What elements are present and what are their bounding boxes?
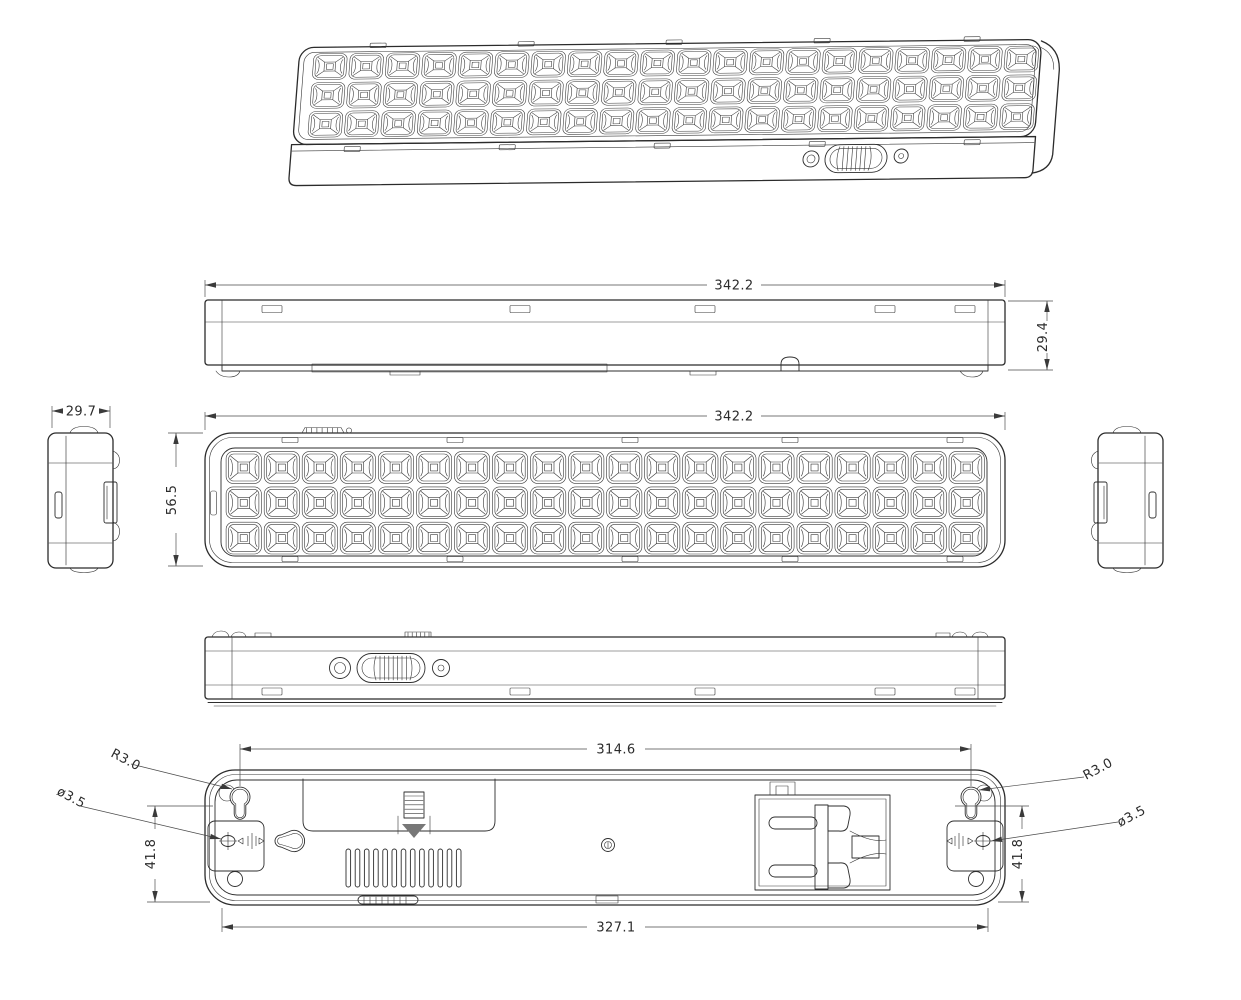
led-lens <box>645 452 680 484</box>
vent-slot <box>364 849 369 887</box>
clip-tab <box>510 306 530 313</box>
led-lens <box>607 487 642 519</box>
led-lens <box>835 522 870 554</box>
rear-base-strip <box>222 365 988 371</box>
led-lens <box>226 487 261 519</box>
led-lens <box>1004 46 1039 72</box>
bottom-face <box>215 780 995 895</box>
front-top-clips <box>282 438 963 443</box>
led-lens <box>226 452 261 484</box>
rib-line <box>855 146 857 170</box>
led-lens <box>458 52 493 78</box>
led-lens <box>385 53 420 79</box>
led-lens <box>567 51 602 77</box>
top-rib-ticks <box>408 633 429 638</box>
led-lens <box>759 522 794 554</box>
led-lens <box>759 487 794 519</box>
rear-clips <box>262 306 975 313</box>
led-lens <box>340 522 375 554</box>
plug-door-latch <box>770 782 795 795</box>
led-lens <box>854 105 889 131</box>
led-lens <box>873 452 908 484</box>
led-lens <box>569 522 604 554</box>
led-lens <box>454 487 489 519</box>
led-lens <box>312 53 347 79</box>
clip-tab <box>282 438 298 443</box>
led-lens <box>607 452 642 484</box>
clip-tab <box>782 438 798 443</box>
led-lens <box>797 487 832 519</box>
led-lens <box>931 47 966 73</box>
led-lens <box>264 522 299 554</box>
rib-line <box>842 147 844 171</box>
dim-text-end-width: 29.7 <box>65 404 97 420</box>
top-clips <box>262 688 975 695</box>
clip-tab <box>622 438 638 443</box>
led-lens <box>494 52 529 78</box>
led-lens <box>340 487 375 519</box>
clip-tab <box>695 306 715 313</box>
view-front <box>205 428 1005 568</box>
clip-tab <box>809 141 825 146</box>
view-rear <box>205 300 1005 377</box>
clip-tab <box>447 557 463 562</box>
led-lens <box>640 50 675 76</box>
dim-text-corner-radius-right: R3.0 <box>1080 755 1116 784</box>
led-lens <box>492 452 527 484</box>
led-lens <box>454 522 489 554</box>
battery-latch-ribs <box>405 796 423 818</box>
led-lens <box>302 522 337 554</box>
vent-slot <box>420 849 425 887</box>
dim-front-height <box>165 433 203 566</box>
led-lens <box>785 48 820 74</box>
led-lens <box>308 111 343 137</box>
led-lens <box>637 79 672 105</box>
led-lens <box>949 487 984 519</box>
led-lens <box>835 487 870 519</box>
led-lens <box>683 452 718 484</box>
clip-tab <box>964 140 980 145</box>
led-lens <box>890 105 925 131</box>
led-lens <box>569 452 604 484</box>
front-bottom-clips <box>282 557 963 562</box>
ac-plug <box>769 805 886 889</box>
led-lens <box>911 487 946 519</box>
led-lens <box>999 104 1034 130</box>
led-lens <box>894 47 929 73</box>
led-lens <box>781 106 816 132</box>
led-lens-grid-front <box>226 452 984 554</box>
led-lens <box>822 48 857 74</box>
clip-tab <box>262 306 282 313</box>
vent-slot <box>346 849 351 887</box>
dim-end-width <box>52 405 110 429</box>
vent-slot <box>383 849 388 887</box>
clip-tab <box>499 145 515 150</box>
dim-text-hole-offset-right: 41.8 <box>1011 838 1026 870</box>
clip-tab <box>947 557 963 562</box>
led-lens <box>378 487 413 519</box>
dim-hole-offset-left <box>144 806 213 902</box>
led-lens <box>645 487 680 519</box>
led-lens <box>492 487 527 519</box>
led-lens <box>378 452 413 484</box>
led-lens <box>683 487 718 519</box>
clip-tab <box>782 557 798 562</box>
led-lens <box>455 81 490 107</box>
dim-rear-height <box>1008 301 1053 370</box>
led-lens <box>911 522 946 554</box>
led-lens <box>672 107 707 133</box>
led-lens <box>817 106 852 132</box>
led-lens <box>454 452 489 484</box>
led-lens <box>565 80 600 106</box>
led-lens <box>302 452 337 484</box>
dim-text-hole-offset-left: 41.8 <box>144 838 159 870</box>
led-lens <box>676 50 711 76</box>
led-lens <box>858 48 893 74</box>
led-lens <box>531 522 566 554</box>
led-lens <box>526 109 561 135</box>
led-lens-grid-iso <box>308 46 1039 137</box>
led-lens <box>856 76 891 102</box>
plug-compartment <box>755 795 890 890</box>
top-rib-detail <box>405 632 431 637</box>
led-lens <box>302 487 337 519</box>
led-lens <box>340 452 375 484</box>
mount-cluster-left <box>208 785 264 887</box>
clip-tab <box>955 306 975 313</box>
clip-tab <box>875 688 895 695</box>
vent-slot <box>429 849 434 887</box>
led-lens <box>490 109 525 135</box>
led-lens <box>528 80 563 106</box>
dim-text-front-length: 342.2 <box>714 409 754 425</box>
dim-text-front-height: 56.5 <box>165 484 180 516</box>
clip-tab <box>947 438 963 443</box>
led-lens <box>416 522 451 554</box>
led-lens <box>419 81 454 107</box>
vent-slot <box>374 849 379 887</box>
clip-tab <box>695 688 715 695</box>
dim-text-rear-height: 29.4 <box>1036 321 1051 353</box>
led-lens <box>348 53 383 79</box>
led-lens <box>744 106 779 132</box>
clip-tab <box>875 306 895 313</box>
led-lens <box>645 522 680 554</box>
led-lens <box>1001 75 1036 101</box>
led-lens <box>416 487 451 519</box>
switch-ribs <box>380 656 406 680</box>
led-lens <box>417 110 452 136</box>
led-lens <box>569 487 604 519</box>
vent-slot <box>438 849 443 887</box>
dim-rear-length <box>205 279 1005 298</box>
led-lens <box>310 82 345 108</box>
leader-corner-radius-left <box>108 746 233 791</box>
leader-hole-dia-left <box>54 784 221 841</box>
dim-base-length <box>222 908 988 936</box>
led-lens <box>601 79 636 105</box>
vent-slot <box>392 849 397 887</box>
led-lens <box>873 522 908 554</box>
led-lens <box>607 522 642 554</box>
led-lens <box>749 49 784 75</box>
view-isometric <box>287 36 1061 186</box>
led-lens <box>226 522 261 554</box>
plug-prong-top <box>769 817 817 829</box>
led-lens <box>873 487 908 519</box>
led-lens <box>819 77 854 103</box>
clip-tab <box>955 688 975 695</box>
dim-text-corner-radius-left: R3.0 <box>108 746 143 775</box>
led-lens <box>599 108 634 134</box>
clip-tab <box>654 143 670 148</box>
dim-hole-offset-right <box>955 806 1029 902</box>
rib-line <box>846 147 848 171</box>
led-lens <box>492 522 527 554</box>
led-lens <box>967 46 1002 72</box>
view-top <box>205 631 1005 706</box>
led-lens <box>531 487 566 519</box>
led-lens <box>562 108 597 134</box>
indicator-led-iso-left <box>802 151 819 167</box>
vent-slot <box>447 849 452 887</box>
vent-slot <box>410 849 415 887</box>
clip-tab <box>447 438 463 443</box>
dim-text-base-length: 327.1 <box>596 920 636 936</box>
led-lens <box>721 487 756 519</box>
vent-slots <box>346 849 461 887</box>
led-lens <box>911 452 946 484</box>
dim-front-length <box>205 410 1005 431</box>
dim-text-rear-length: 342.2 <box>714 278 754 294</box>
rib-line <box>864 146 866 170</box>
led-lens <box>892 76 927 102</box>
rib-line <box>860 146 862 170</box>
leader-hole-dia-right <box>991 803 1149 844</box>
clip-tab <box>510 688 530 695</box>
view-bottom <box>205 770 1005 905</box>
led-lens <box>383 82 418 108</box>
indicator-led-iso-right <box>894 149 909 163</box>
vent-slot <box>456 849 461 887</box>
led-lens <box>421 52 456 78</box>
led-lens <box>949 452 984 484</box>
led-lens <box>530 51 565 77</box>
clip-tab <box>622 557 638 562</box>
led-lens <box>797 522 832 554</box>
led-lens <box>264 487 299 519</box>
led-lens <box>416 452 451 484</box>
led-lens <box>710 78 745 104</box>
led-lens <box>344 111 379 137</box>
vent-slot <box>355 849 360 887</box>
indicator-led-right <box>433 660 450 677</box>
led-lens <box>721 522 756 554</box>
indicator-led-left <box>330 658 351 679</box>
battery-door <box>303 779 495 831</box>
plug-prong-bottom <box>769 865 817 877</box>
led-lens <box>603 50 638 76</box>
iso-right-facet <box>1030 41 1060 173</box>
led-lens <box>929 76 964 102</box>
leader-corner-radius-right <box>979 756 1116 793</box>
led-lens <box>759 452 794 484</box>
led-lens <box>783 77 818 103</box>
dim-text-hole-dia-right: ø3.5 <box>1114 803 1149 831</box>
led-lens <box>708 107 743 133</box>
led-lens <box>747 78 782 104</box>
led-lens <box>926 104 961 130</box>
led-lens <box>346 82 381 108</box>
dim-text-mount-spacing: 314.6 <box>596 742 636 758</box>
dim-mount-spacing <box>240 743 971 787</box>
led-lens <box>380 110 415 136</box>
view-right-end <box>1091 427 1163 573</box>
switch-ribs-iso <box>842 146 866 170</box>
led-lens <box>835 452 870 484</box>
clip-tab <box>262 688 282 695</box>
clip-tab <box>282 557 298 562</box>
led-lens <box>965 75 1000 101</box>
rib-line <box>851 147 853 171</box>
led-lens <box>453 110 488 136</box>
led-lens <box>531 452 566 484</box>
vent-slot <box>401 849 406 887</box>
led-lens <box>378 522 413 554</box>
led-lens <box>721 452 756 484</box>
led-lens <box>674 78 709 104</box>
rear-keyhole-arch <box>781 357 799 371</box>
keyhole-horizontal <box>275 830 305 851</box>
led-lens <box>797 452 832 484</box>
led-lens <box>635 108 670 134</box>
led-lens <box>949 522 984 554</box>
dim-text-hole-dia-left: ø3.5 <box>54 784 88 812</box>
led-lens <box>492 80 527 106</box>
view-left-end <box>48 427 120 573</box>
led-lens <box>683 522 718 554</box>
front-switch-ribs <box>307 428 338 433</box>
led-lens <box>712 49 747 75</box>
led-lens <box>264 452 299 484</box>
led-lens <box>963 104 998 130</box>
